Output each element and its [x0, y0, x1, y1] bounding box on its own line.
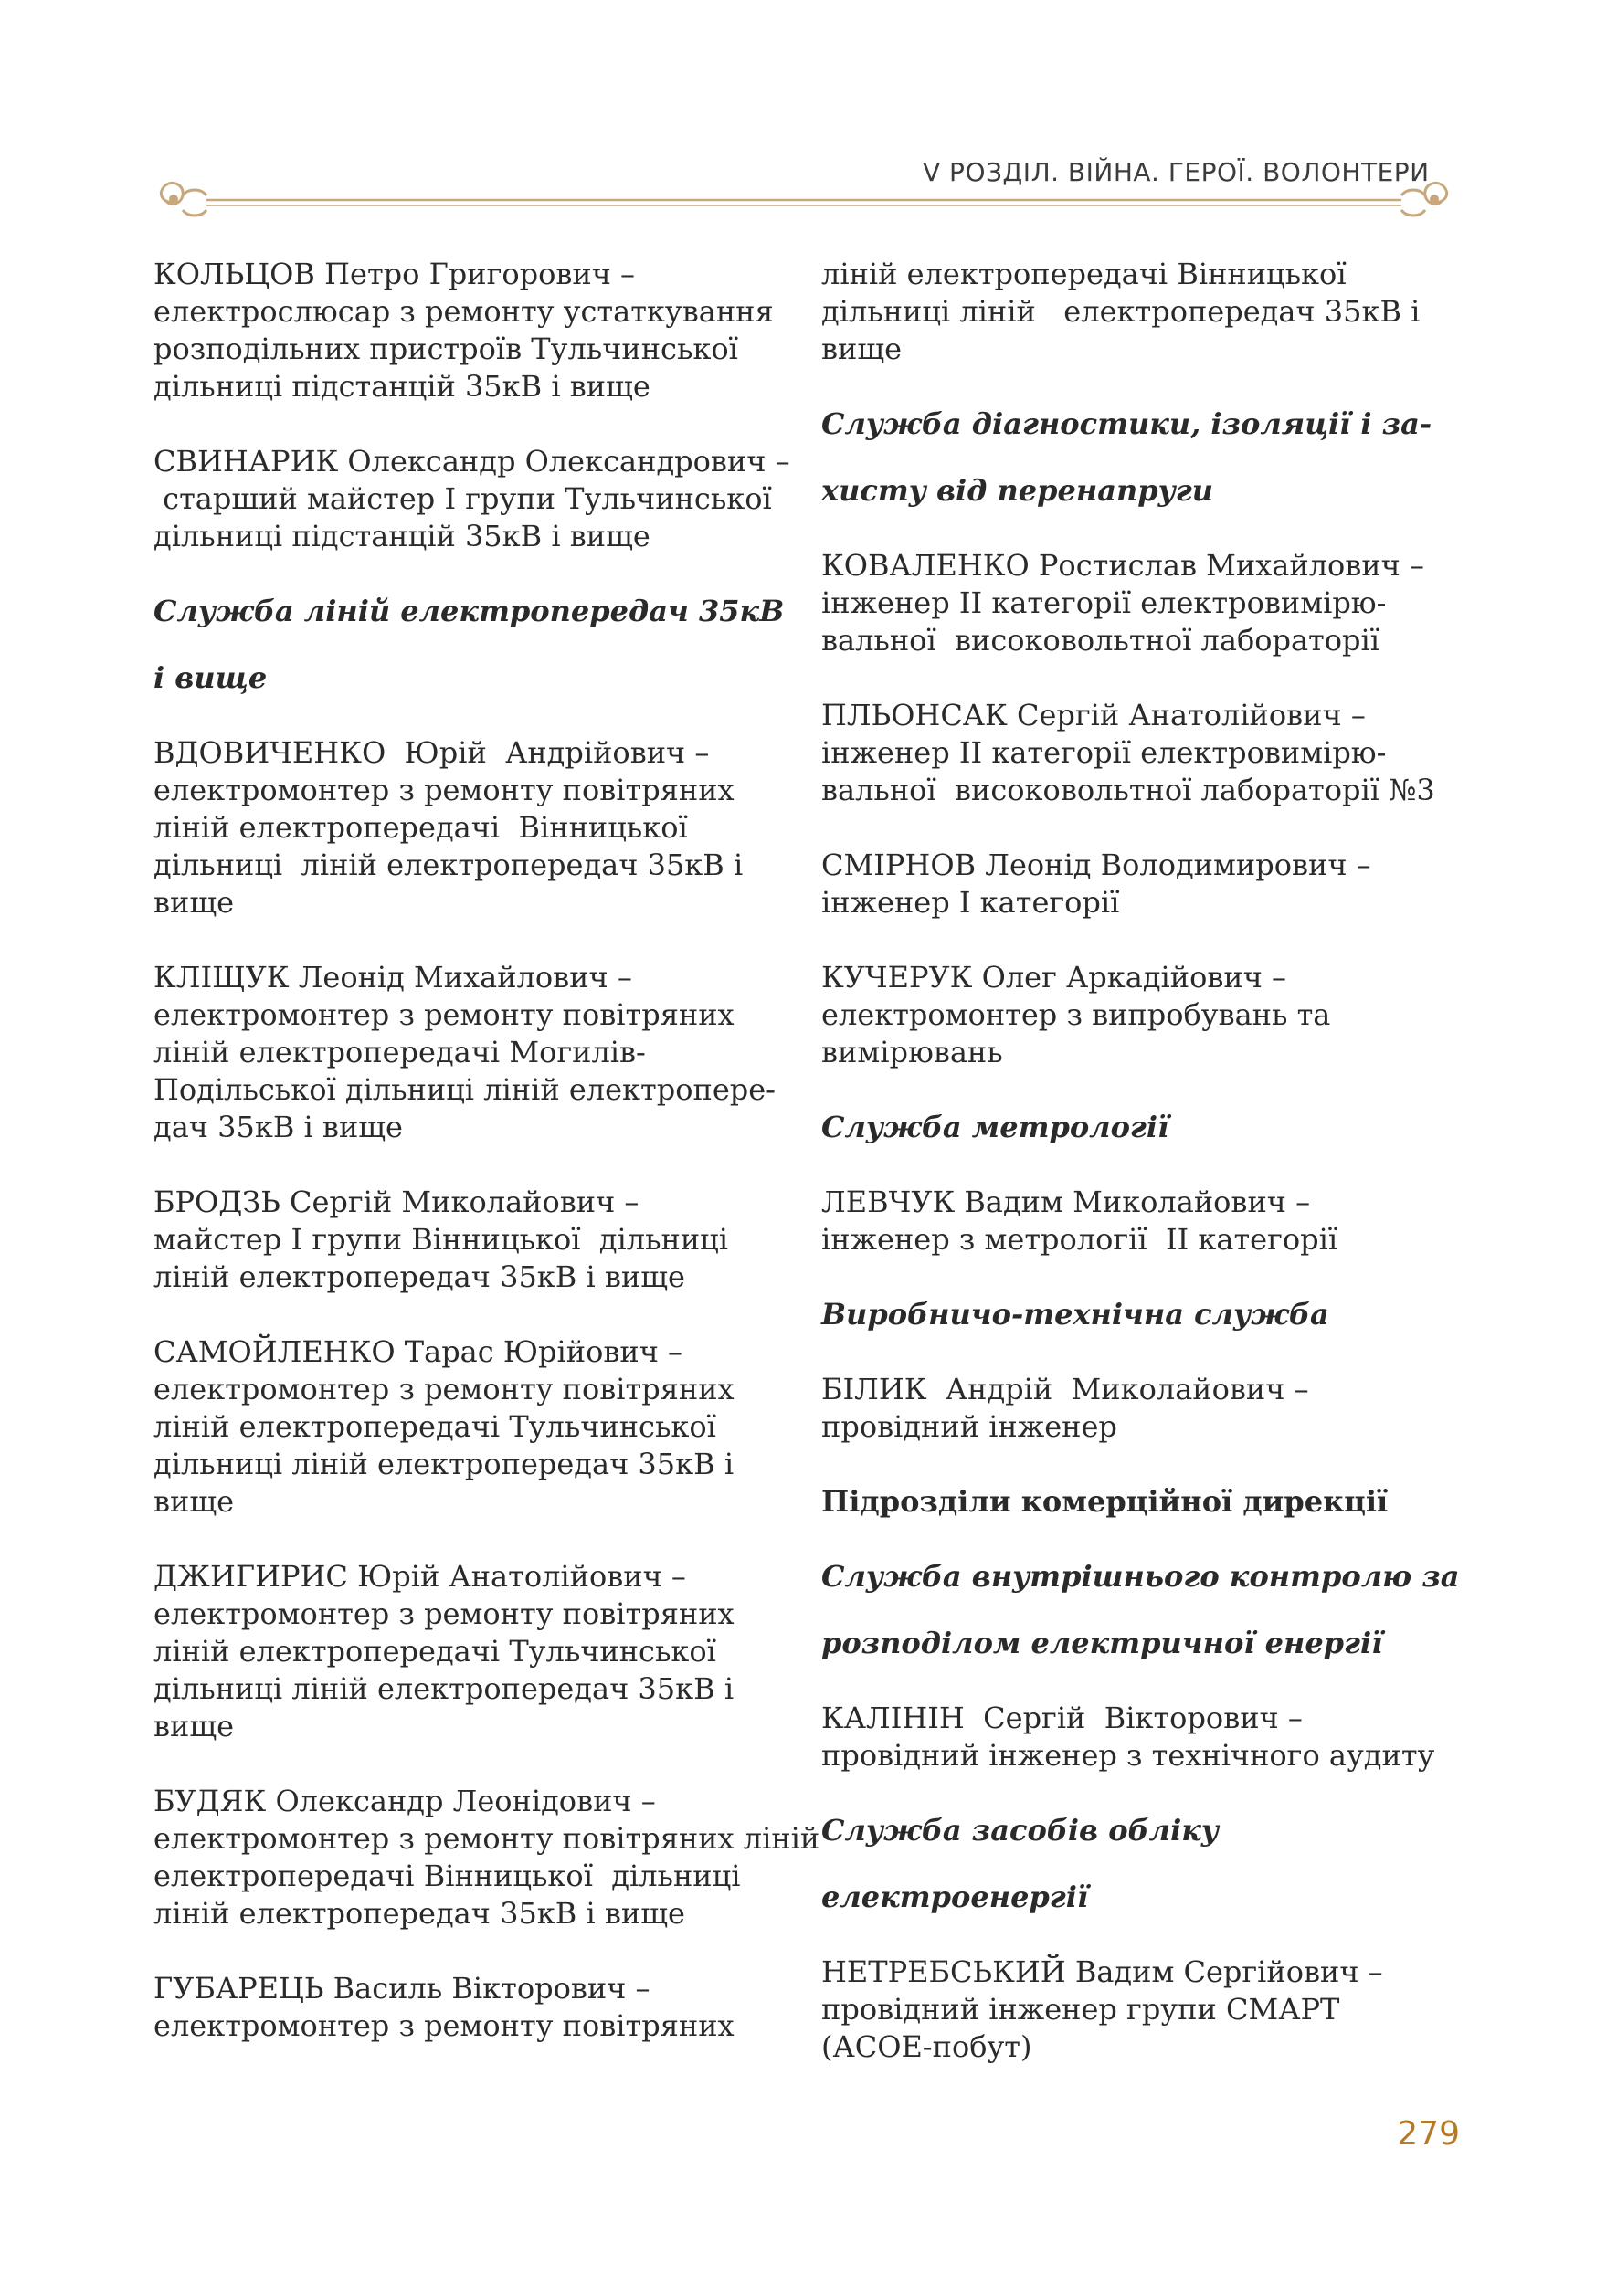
text-line: Служба засобів обліку: [821, 1813, 1220, 1848]
text-line: ліній електропередачі Тульчинської: [153, 1634, 716, 1669]
text-line: інженер І категорії: [821, 885, 1120, 920]
section-heading: [153, 593, 811, 697]
left-column: [153, 256, 820, 2082]
text-line: Служба ліній електропередач 35кВ: [153, 594, 785, 628]
text-line: дільниці ліній електропередач 35кВ і: [821, 294, 1421, 329]
text-line: дач 35кВ і вище: [153, 1110, 403, 1144]
staff-entry: [821, 547, 1461, 659]
staff-entry: [153, 1184, 811, 1296]
text-line: вище: [153, 1709, 235, 1743]
staff-entry: [153, 1783, 820, 1933]
text-line: провідний інженер групи СМАРТ: [821, 1992, 1340, 2027]
text-line: розподілом електричної енергії: [821, 1626, 1383, 1660]
text-line: електромонтер з ремонту повітряних: [153, 1596, 735, 1631]
right-column: [821, 256, 1461, 2103]
text-line: Служба діагностики, ізоляції і за-: [821, 406, 1432, 441]
section-heading: [821, 1483, 1461, 1521]
running-header-title: V РОЗДІЛ. ВІЙНА. ГЕРОЇ. ВОЛОНТЕРИ: [923, 157, 1430, 187]
staff-entry: [153, 734, 811, 922]
text-line: вище: [153, 885, 235, 920]
staff-entry: [821, 1371, 1461, 1446]
staff-entry: [821, 847, 1461, 922]
text-line: САМОЙЛЕНКО Тарас Юрійович –: [153, 1334, 683, 1369]
text-line: вальної високовольтної лабораторії: [821, 623, 1379, 658]
text-line: СМІРНОВ Леонід Володимирович –: [821, 848, 1371, 882]
text-line: ДЖИГИРИС Юрій Анатолійович –: [153, 1559, 686, 1594]
text-line: КЛІЩУК Леонід Михайлович –: [153, 960, 632, 995]
staff-entry: [821, 697, 1461, 809]
text-line: КАЛІНІН Сергій Вікторович –: [821, 1701, 1303, 1735]
text-line: вимірювань: [821, 1035, 1003, 1069]
text-line: ліній електропередач 35кВ і вище: [153, 1896, 685, 1931]
text-line: дільниці підстанцій 35кВ і вище: [153, 519, 650, 553]
text-line: КОЛЬЦОВ Петро Григорович –: [153, 257, 636, 291]
text-line: дільниці ліній електропередач 35кВ і: [153, 1671, 735, 1706]
section-heading: [821, 1558, 1461, 1662]
text-line: ВДОВИЧЕНКО Юрій Андрійович –: [153, 735, 710, 770]
text-line: електромонтер з ремонту повітряних: [153, 1372, 735, 1406]
text-line: і вище: [153, 660, 268, 695]
text-line: розподільних пристроїв Тульчинської: [153, 332, 738, 366]
text-line: провідний інженер: [821, 1409, 1117, 1444]
right-scroll-ornament: [1401, 183, 1447, 216]
text-line: Виробничо-технічна служба: [821, 1297, 1329, 1332]
staff-entry: [153, 1970, 811, 2045]
staff-entry: [821, 1184, 1461, 1259]
text-line: електромонтер з ремонту повітряних: [153, 2008, 735, 2043]
text-line: старший майстер І групи Тульчинської: [153, 481, 772, 516]
text-line: ліній електропередачі Тульчинської: [153, 1409, 716, 1444]
text-line: вальної високовольтної лабораторії №3: [821, 773, 1435, 807]
text-line: електроенергії: [821, 1880, 1089, 1914]
staff-entry: [821, 1954, 1461, 2066]
staff-entry: [153, 256, 811, 405]
staff-entry: [821, 959, 1461, 1071]
staff-entry: [153, 959, 811, 1146]
text-line: електрослюсар з ремонту устаткування: [153, 294, 774, 329]
staff-entry: [821, 1700, 1461, 1775]
section-heading: [821, 1109, 1461, 1146]
text-line: ГУБАРЕЦЬ Василь Вікторович –: [153, 1971, 650, 2006]
text-line: електромонтер з випробувань та: [821, 997, 1331, 1032]
page-number: 279: [1397, 2115, 1460, 2153]
text-line: ліній електропередачі Могилів-: [153, 1035, 646, 1069]
text-line: КОВАЛЕНКО Ростислав Михайлович –: [821, 548, 1424, 583]
left-scroll-ornament: [161, 183, 206, 216]
text-line: БІЛИК Андрій Миколайович –: [821, 1372, 1309, 1406]
text-line: Подільської дільниці ліній електропере-: [153, 1072, 776, 1107]
text-line: дільниці підстанцій 35кВ і вище: [153, 369, 650, 404]
text-line: ліній електропередач 35кВ і вище: [153, 1259, 685, 1294]
section-heading: [821, 1296, 1461, 1333]
staff-entry: [153, 1558, 811, 1745]
text-line: БУДЯК Олександр Леонідович –: [153, 1784, 656, 1818]
staff-entry: [153, 1333, 811, 1521]
text-line: електропередачі Вінницької дільниці: [153, 1859, 741, 1893]
staff-entry: [153, 443, 811, 555]
text-line: майстер І групи Вінницької дільниці: [153, 1222, 728, 1257]
text-line: СВИНАРИК Олександр Олександрович –: [153, 444, 790, 479]
text-line: вище: [821, 332, 903, 366]
text-line: НЕТРЕБСЬКИЙ Вадим Сергійович –: [821, 1954, 1383, 1989]
text-line: ЛЕВЧУК Вадим Миколайович –: [821, 1185, 1311, 1219]
header-ornament-rule: [146, 174, 1462, 228]
text-line: електромонтер з ремонту повітряних ліній: [153, 1821, 820, 1856]
text-line: дільниці ліній електропередач 35кВ і: [153, 1447, 735, 1481]
text-line: інженер ІІ категорії електровимірю-: [821, 585, 1387, 620]
staff-entry: [821, 256, 1461, 368]
text-line: БРОДЗЬ Сергій Миколайович –: [153, 1185, 639, 1219]
text-line: хисту від перенапруги: [821, 473, 1213, 508]
text-line: Служба метрології: [821, 1110, 1169, 1144]
text-line: дільниці ліній електропередач 35кВ і: [153, 848, 744, 882]
text-line: Служба внутрішнього контролю за: [821, 1559, 1460, 1594]
section-heading: [821, 405, 1461, 510]
text-line: ліній електропередачі Вінницької: [153, 810, 688, 845]
text-line: Підрозділи комерційної дирекції: [821, 1484, 1389, 1519]
text-line: інженер ІІ категорії електровимірю-: [821, 735, 1387, 770]
text-line: інженер з метрології ІІ категорії: [821, 1222, 1338, 1257]
text-line: провідний інженер з технічного аудиту: [821, 1738, 1435, 1773]
section-heading: [821, 1812, 1461, 1916]
text-line: ліній електропередачі Вінницької: [821, 257, 1347, 291]
text-line: КУЧЕРУК Олег Аркадійович –: [821, 960, 1287, 995]
text-line: вище: [153, 1484, 235, 1519]
text-line: (АСОЕ-побут): [821, 2029, 1032, 2064]
text-line: електромонтер з ремонту повітряних: [153, 997, 735, 1032]
text-line: електромонтер з ремонту повітряних: [153, 773, 735, 807]
text-line: ПЛЬОНСАК Сергій Анатолійович –: [821, 698, 1366, 732]
